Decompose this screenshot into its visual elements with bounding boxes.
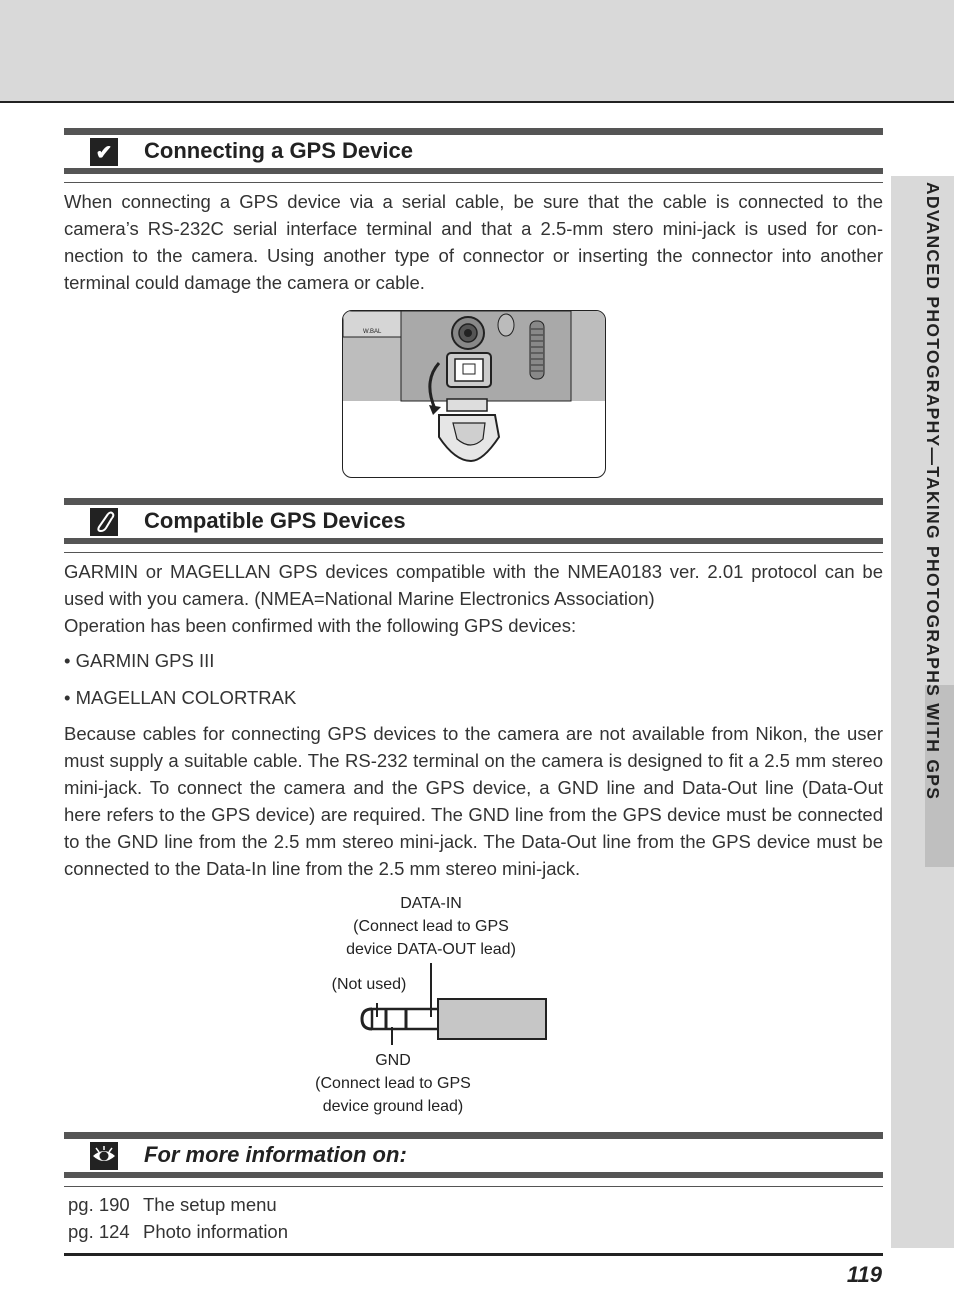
eye-icon (90, 1142, 118, 1170)
page-number: 119 (846, 1262, 882, 1287)
compatible-confirmed: Operation has been confirmed with the following GPS devices: (64, 615, 577, 636)
camera-terminal-illustration (342, 310, 606, 478)
reference-page: pg. 190 (68, 1194, 130, 1215)
section-title: For more information on: (144, 1142, 407, 1167)
connecting-body: When connecting a GPS device via a serial cable, be sure that the cable is connected to the camera’s RS-232C serial interface terminal and that a 2.5-mm stero mini-jack is used for con-nection to the camera. Using another type of connector or inserting the connector into another terminal could damage the camera or cable. (64, 191, 883, 293)
section-title: Compatible GPS Devices (144, 508, 406, 533)
device-list-item: • GARMIN GPS III (64, 650, 215, 671)
section-connecting-header (64, 128, 883, 183)
compatible-body: Because cables for connecting GPS devices to the camera are not available from Nikon, the user must supply a suitable cable. The RS-232 terminal on the camera is designed to fit a 2.5 mm stereo mini-jack. To connect the camera and the GPS device, a GND line and Data-Out line (Data-Out here refers to the GPS device) are required. The GND line from the GPS device must be connected to the GND line from the 2.5 mm stereo mini-jack. The Data-Out line from the GPS device must be connected to the Data-In line from the 2.5 mm stereo mini-jack. (64, 723, 883, 879)
reference-row (68, 1194, 277, 1216)
mini-jack-plug (350, 955, 555, 1055)
section-compatible-header (64, 498, 883, 553)
device-list-item: • MAGELLAN COLORTRAK (64, 687, 297, 708)
not-used-label: (Not used) (331, 976, 407, 993)
paperclip-icon (90, 508, 118, 536)
reference-page: pg. 124 (68, 1221, 130, 1242)
gnd-label: GND (Connect lead to GPS device ground lead) (315, 1052, 471, 1115)
reference-topic: Photo information (143, 1221, 289, 1242)
reference-topic: The setup menu (143, 1194, 277, 1215)
reference-row (68, 1221, 288, 1243)
page-header-band (0, 0, 954, 103)
compatible-intro: GARMIN or MAGELLAN GPS devices compatible with the NMEA0183 ver. 2.01 protocol can be used with you camera. (NMEA=National Marine Electronics Association) (64, 561, 883, 609)
section-more-info-header (64, 1132, 883, 1187)
data-in-label: DATA-IN (Connect lead to GPS device DATA-OUT lead) (346, 895, 516, 958)
footer-rule (64, 1253, 883, 1256)
chapter-title: ADVANCED PHOTOGRAPHY—TAKING PHOTOGRAPHS WITH GPS (923, 182, 943, 801)
wbal-label: W.BAL (363, 329, 382, 335)
checkmark-icon: ✔ (90, 138, 118, 166)
section-title: Connecting a GPS Device (144, 138, 413, 163)
